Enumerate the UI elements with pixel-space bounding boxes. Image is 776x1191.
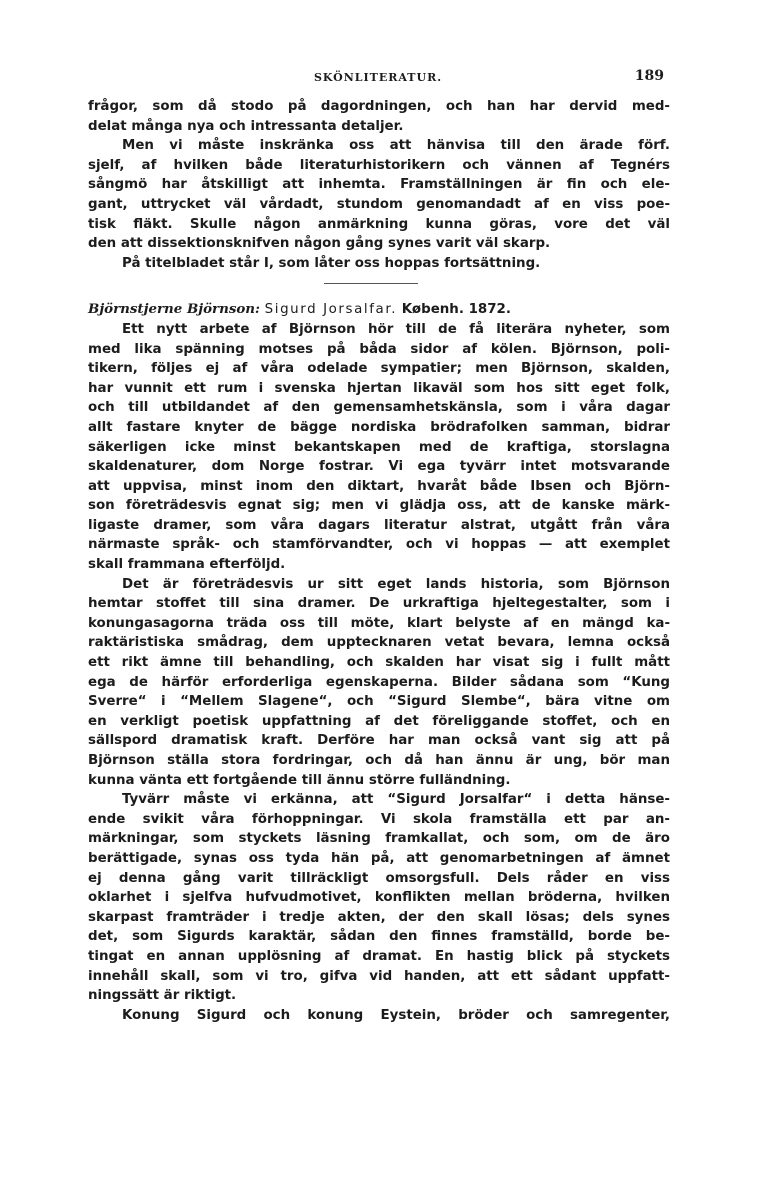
review-author: Björnstjerne Björnson: (88, 301, 260, 318)
text-line: ej denna gång varit tillräckligt omsorgsfull. Dels råder en viss (88, 870, 670, 886)
text-line: tisk fläkt. Skulle någon anmärkning kunna göras, vore det väl (88, 216, 670, 232)
section-divider (324, 283, 418, 284)
text-line: tingat en annan upplösning af dramat. En hastig blick på styckets (88, 948, 670, 964)
text-line: allt fastare knyter de bägge nordiska brödrafolken samman, bidrar (88, 419, 670, 435)
text-line: gant, uttrycket väl vårdadt, stundom genomandadt af en viss poe- (88, 196, 670, 212)
text-line: det, som Sigurds karaktär, sådan den finnes framställd, borde be- (88, 929, 670, 945)
section-continued-text (88, 97, 670, 273)
text-line: raktäristiska smådrag, dem upptecknaren vetat bevara, lemna också (88, 635, 670, 651)
text-line: sällspord dramatisk kraft. Derföre har man också vant sig att på (88, 733, 670, 749)
text-line: ningssätt är riktigt. (88, 988, 237, 1004)
text-line: Det är företrädesvis ur sitt eget lands historia, som Björnson (122, 576, 670, 592)
text-line: märkningar, som styckets läsning framkallat, och som, om de äro (88, 831, 670, 847)
text-line: en verkligt poetisk uppfattning af det föreliggande stoffet, och en (88, 713, 670, 729)
text-line: att uppvisa, minst inom den diktart, hvaråt både Ibsen och Björn- (88, 478, 670, 494)
text-line: hemtar stoffet till sina dramer. De urkraftiga hjeltegestalter, som i (88, 596, 670, 612)
section-divider-space (88, 273, 670, 300)
text-line: Björnson ställa stora fordringar, och då han ännu är ung, bör man (88, 753, 670, 768)
text-line: närmaste språk- och stamförvandter, och vi hoppas — att exemplet (88, 537, 670, 553)
text-line: Tyvärr måste vi erkänna, att “Sigurd Jorsalfar“ i detta hänse- (122, 792, 670, 808)
text-line: konungasagorna träda oss till möte, klart belyste af en mängd ka- (88, 615, 670, 631)
review-imprint: Københ. 1872. (401, 302, 511, 318)
text-line: kunna vänta ett fortgående till ännu större fulländning. (88, 772, 511, 788)
text-line: har vunnit ett rum i svenska hjertan likaväl som hos sitt eget folk, (88, 380, 670, 396)
text-line: Sverre“ i “Mellem Slagene“, och “Sigurd Slembe“, bära vitne om (88, 694, 670, 710)
text-line: sjelf, af hvilken både literaturhistorikern och vännen af Tegnérs (88, 157, 670, 173)
text-line: den att dissektionsknifven någon gång synes varit väl skarp. (88, 236, 551, 252)
review-section (88, 300, 670, 1025)
text-line: son företrädesvis egnat sig; men vi glädja oss, att de kanske märk- (88, 498, 670, 514)
text-line: ett rikt ämne till behandling, och skalden har visat sig i fullt mått (88, 655, 670, 671)
review-heading (88, 300, 670, 320)
text-line: med lika spänning motses på båda sidor af kölen. Björnson, poli- (88, 341, 670, 357)
text-line: skaldenaturer, dom Norge fostrar. Vi ega tyvärr intet motsvarande (88, 459, 670, 475)
text-line: ende svikit våra förhoppningar. Vi skola framställa ett par an- (88, 811, 670, 827)
text-line: säkerligen icke minst bekantskapen med de kraftiga, storslagna (88, 439, 670, 455)
text-line: och till utbildandet af den gemensamhetskänsla, som i våra dagar (88, 400, 670, 416)
text-line: Konung Sigurd och konung Eystein, bröder och samregenter, (122, 1007, 670, 1023)
text-line: skall frammana efterföljd. (88, 557, 286, 573)
text-line: innehåll skall, som vi tro, gifva vid handen, att ett sådant uppfatt- (88, 968, 670, 984)
page-number: 189 (634, 68, 664, 84)
text-line: skarpast framträder i tredje akten, der den skall lösas; dels synes (88, 909, 670, 925)
text-line: sångmö har åtskilligt att inhemta. Framställningen är fin och ele- (88, 177, 670, 193)
page-header (88, 68, 668, 88)
text-line: berättigade, synas oss tyda hän på, att genomarbetningen af ämnet (88, 850, 670, 866)
review-book-title: Sigurd Jorsalfar. (264, 302, 398, 318)
text-line: Ett nytt arbete af Björnson hör till de få literära nyheter, som (122, 321, 670, 337)
text-line: På titelbladet står I, som låter oss hoppas fortsättning. (122, 255, 541, 271)
text-line: ligaste dramer, som våra dagars literatur alstrat, utgått från våra (88, 517, 670, 533)
text-line: Men vi måste inskränka oss att hänvisa till den ärade förf. (122, 138, 670, 154)
text-line: frågor, som då stodo på dagordningen, och han har dervid med- (88, 99, 670, 114)
page-body (88, 97, 670, 1025)
text-line: delat många nya och intressanta detaljer. (88, 118, 404, 134)
text-line: tikern, följes ej af våra odelade sympatier; men Björnson, skalden, (88, 361, 670, 377)
running-title: SKÖNLITERATUR. (313, 71, 443, 84)
text-line: ega de härför erforderliga egenskaperna. Bilder sådana som “Kung (88, 674, 670, 690)
text-line: oklarhet i sjelfva hufvudmotivet, konflikten mellan bröderna, hvilken (88, 890, 670, 906)
